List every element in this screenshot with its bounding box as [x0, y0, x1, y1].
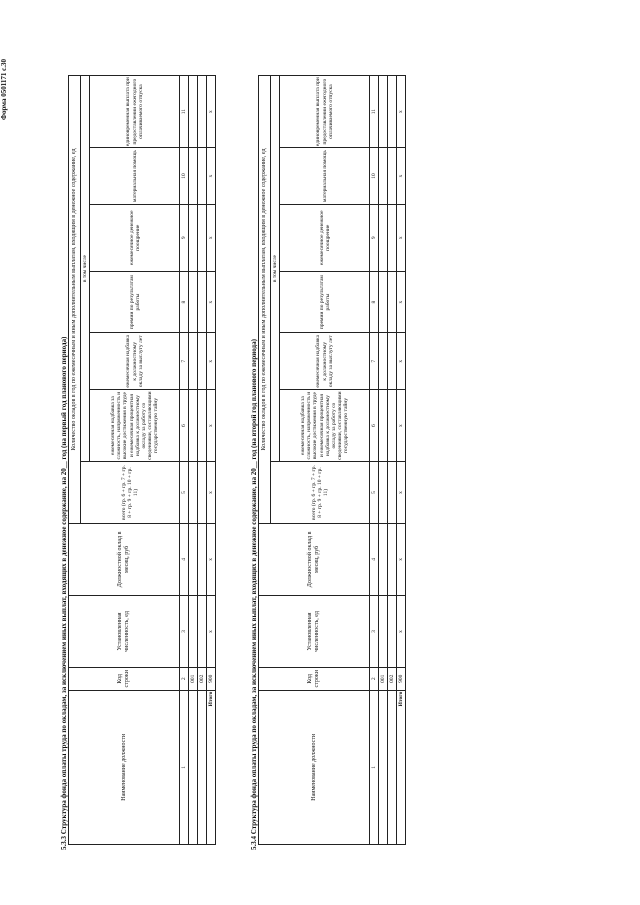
total-cell: х: [397, 390, 406, 462]
data-cell[interactable]: [388, 595, 397, 667]
data-cell[interactable]: [189, 595, 198, 667]
table-row: [379, 76, 388, 845]
data-cell[interactable]: [198, 148, 207, 205]
header-including: в том числе: [271, 76, 280, 462]
table-row: [189, 76, 198, 845]
position-cell[interactable]: [189, 690, 198, 844]
data-cell[interactable]: [198, 271, 207, 333]
total-label: Итого: [397, 690, 406, 844]
header-col-9: ежемесячное денежное поощрение: [90, 204, 180, 271]
header-col-6: ежемесячная надбавка за сложность, напряженность и высокие достижения в труде и ежемесячная процентная надбавка к должностному окладу за работу со сведениями, составляющими государственную тайну: [280, 390, 370, 462]
data-cell[interactable]: [189, 333, 198, 390]
data-cell[interactable]: [198, 462, 207, 524]
header-group: Количество окладов в год по ежемесячным и иным дополнительным выплатам, входящим в денежное содержание, ед: [69, 76, 81, 524]
data-cell[interactable]: [379, 271, 388, 333]
total-cell: х: [397, 333, 406, 390]
total-cell: х: [397, 462, 406, 524]
position-cell[interactable]: [198, 690, 207, 844]
total-cell: х: [397, 271, 406, 333]
header-code: Код строки: [69, 667, 180, 690]
col-number: 3: [180, 595, 189, 667]
data-cell[interactable]: [189, 523, 198, 595]
data-cell[interactable]: [379, 204, 388, 271]
data-cell[interactable]: [388, 523, 397, 595]
col-number: 2: [370, 667, 379, 690]
header-salary: Должностной оклад в месяц, руб: [259, 523, 370, 595]
row-code: 002: [388, 667, 397, 690]
data-cell[interactable]: [189, 148, 198, 205]
header-col-11: единовременная выплата при предоставлении ежегодного оплачиваемого отпуска: [280, 76, 370, 148]
header-col-9: ежемесячное денежное поощрение: [280, 204, 370, 271]
header-col-8: премии по результатам работы: [280, 271, 370, 333]
header-including: в том числе: [81, 76, 90, 462]
total-cell: х: [397, 595, 406, 667]
header-col-7: ежемесячная надбавка к должностному окладу за выслугу лет: [90, 333, 180, 390]
data-cell[interactable]: [379, 462, 388, 524]
col-number: 4: [180, 523, 189, 595]
header-staff: Установленная численность, ед: [259, 595, 370, 667]
col-number: 1: [180, 690, 189, 844]
data-cell[interactable]: [198, 390, 207, 462]
data-cell[interactable]: [189, 462, 198, 524]
total-cell: х: [207, 76, 216, 148]
header-position: Наименование должности: [259, 690, 370, 844]
total-cell: х: [207, 204, 216, 271]
header-code: Код строки: [259, 667, 370, 690]
col-number: 5: [180, 462, 189, 524]
col-number: 11: [180, 76, 189, 148]
data-cell[interactable]: [379, 595, 388, 667]
header-total: всего (гр. 6 + гр. 7 + гр. 8 + гр. 9 + гр. 10 + гр. 11): [81, 462, 180, 524]
total-cell: х: [207, 271, 216, 333]
col-number: 3: [370, 595, 379, 667]
header-total: всего (гр. 6 + гр. 7 + гр. 8 + гр. 9 + гр. 10 + гр. 11): [271, 462, 370, 524]
data-cell[interactable]: [189, 390, 198, 462]
table-2-heading: 5.3.4 Структура фонда оплаты труда по окладам, за исключением иных выплат, входящих в денежное содержание, на 20__ год (на второй год планового периода): [250, 339, 258, 850]
col-number: 7: [370, 333, 379, 390]
total-code: 900: [207, 667, 216, 690]
total-cell: х: [207, 523, 216, 595]
total-label: Итого: [207, 690, 216, 844]
data-cell[interactable]: [379, 523, 388, 595]
data-cell[interactable]: [198, 204, 207, 271]
header-col-6: ежемесячная надбавка за сложность, напряженность и высокие достижения в труде и ежемесячная процентная надбавка к должностному окладу за работу со сведениями, составляющими государственную тайну: [90, 390, 180, 462]
total-cell: х: [397, 76, 406, 148]
col-number: 9: [370, 204, 379, 271]
data-cell[interactable]: [189, 271, 198, 333]
total-cell: х: [207, 333, 216, 390]
header-col-10: материальная помощь: [90, 148, 180, 205]
col-number: 4: [370, 523, 379, 595]
row-code: 002: [198, 667, 207, 690]
col-number: 7: [180, 333, 189, 390]
col-number: 1: [370, 690, 379, 844]
col-number: 6: [180, 390, 189, 462]
table-1: [68, 75, 216, 845]
col-number: 11: [370, 76, 379, 148]
row-code: 001: [379, 667, 388, 690]
col-number: 2: [180, 667, 189, 690]
data-cell[interactable]: [198, 523, 207, 595]
col-number: 5: [370, 462, 379, 524]
data-cell[interactable]: [388, 333, 397, 390]
header-position: Наименование должности: [69, 690, 180, 844]
total-cell: х: [397, 148, 406, 205]
data-cell[interactable]: [198, 333, 207, 390]
data-cell[interactable]: [388, 204, 397, 271]
total-cell: х: [207, 148, 216, 205]
table-row: [198, 76, 207, 845]
total-cell: х: [207, 462, 216, 524]
data-cell[interactable]: [189, 204, 198, 271]
total-cell: х: [207, 595, 216, 667]
position-cell[interactable]: [388, 690, 397, 844]
total-cell: х: [397, 523, 406, 595]
col-number: 9: [180, 204, 189, 271]
data-cell[interactable]: [388, 462, 397, 524]
data-cell[interactable]: [388, 271, 397, 333]
col-number: 10: [370, 148, 379, 205]
header-col-8: премии по результатам работы: [90, 271, 180, 333]
data-cell[interactable]: [388, 148, 397, 205]
total-row: [397, 76, 406, 845]
col-number: 10: [180, 148, 189, 205]
row-code: 001: [189, 667, 198, 690]
header-col-11: единовременная выплата при предоставлении ежегодного оплачиваемого отпуска: [90, 76, 180, 148]
data-cell[interactable]: [379, 148, 388, 205]
table-2: [258, 75, 406, 845]
data-cell[interactable]: [189, 76, 198, 148]
header-col-7: ежемесячная надбавка к должностному окладу за выслугу лет: [280, 333, 370, 390]
data-cell[interactable]: [388, 76, 397, 148]
header-col-10: материальная помощь: [280, 148, 370, 205]
header-group: Количество окладов в год по ежемесячным и иным дополнительным выплатам, входящим в денежное содержание, ед: [259, 76, 271, 524]
table-1-heading: 5.3.3 Структура фонда оплаты труда по окладам, за исключением иных выплат, входящих в денежное содержание, на 20__ год (на первый год планового периода): [60, 336, 68, 850]
data-cell[interactable]: [379, 390, 388, 462]
data-cell[interactable]: [198, 76, 207, 148]
data-cell[interactable]: [388, 390, 397, 462]
data-cell[interactable]: [198, 595, 207, 667]
total-cell: х: [207, 390, 216, 462]
data-cell[interactable]: [379, 333, 388, 390]
form-code: Форма 0501171 с.30: [0, 59, 8, 120]
total-row: [207, 76, 216, 845]
position-cell[interactable]: [379, 690, 388, 844]
total-cell: х: [397, 204, 406, 271]
data-cell[interactable]: [379, 76, 388, 148]
col-number: 6: [370, 390, 379, 462]
total-code: 900: [397, 667, 406, 690]
col-number: 8: [370, 271, 379, 333]
header-salary: Должностной оклад в месяц, руб: [69, 523, 180, 595]
table-row: [388, 76, 397, 845]
header-staff: Установленная численность, ед: [69, 595, 180, 667]
col-number: 8: [180, 271, 189, 333]
